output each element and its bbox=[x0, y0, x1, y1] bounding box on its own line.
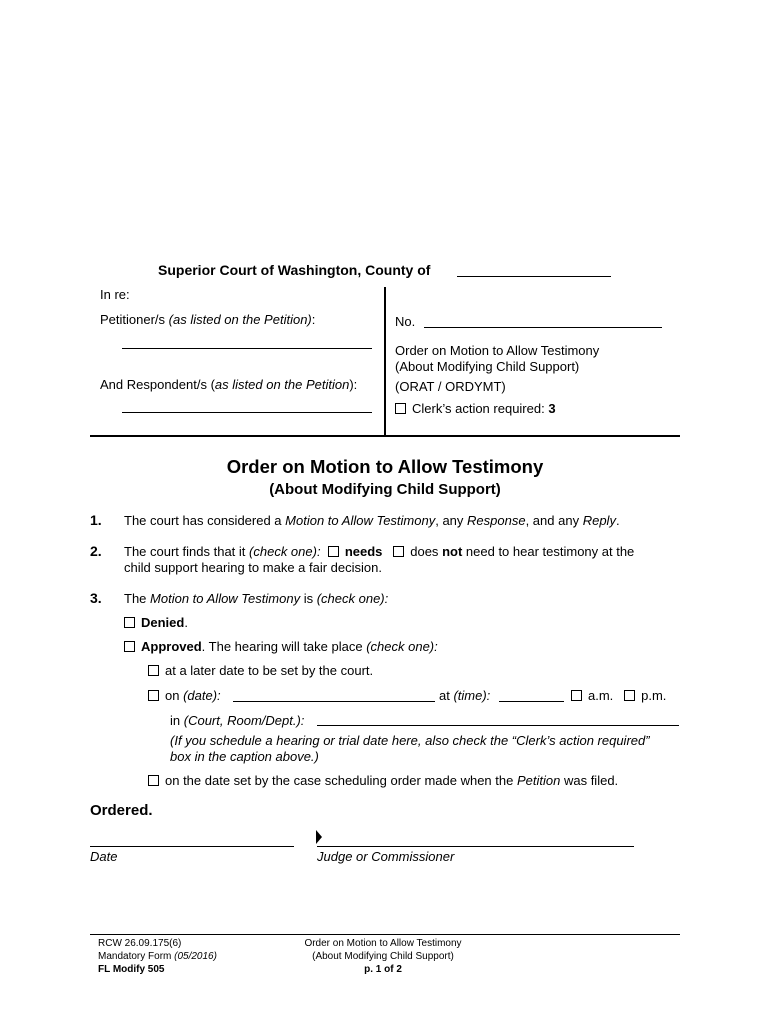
caption-doc-subtitle: (About Modifying Child Support) bbox=[395, 359, 580, 374]
ordered-heading: Ordered. bbox=[90, 802, 153, 819]
date-label: Date bbox=[90, 849, 118, 864]
denied-option: Denied. bbox=[124, 615, 188, 631]
court-heading: Superior Court of Washington, County of bbox=[158, 262, 431, 278]
footer-left: RCW 26.09.175(6) Mandatory Form (05/2016) FL Modify 505 bbox=[98, 938, 217, 975]
item-3-number: 3. bbox=[90, 590, 102, 606]
schedule-note-line2: box in the caption above.) bbox=[170, 749, 319, 764]
clerk-action-checkbox[interactable] bbox=[395, 403, 406, 414]
schedule-note-line1: (If you schedule a hearing or trial date here, also check the “Clerk’s action required” bbox=[170, 733, 650, 748]
in-re-label: In re: bbox=[100, 287, 130, 302]
needs-checkbox[interactable] bbox=[328, 546, 339, 557]
footer-rule bbox=[90, 934, 680, 935]
court-room-field[interactable] bbox=[317, 725, 679, 726]
petitioner-label: Petitioner/s (as listed on the Petition): bbox=[100, 312, 316, 327]
item-2-text: The court finds that it (check one): needs does not need to hear testimony at the bbox=[124, 544, 635, 559]
item-1-number: 1. bbox=[90, 512, 102, 528]
approved-checkbox[interactable] bbox=[124, 641, 135, 652]
caption-doc-title: Order on Motion to Allow Testimony bbox=[395, 343, 600, 358]
clerk-action: Clerk’s action required: 3 bbox=[395, 401, 556, 417]
page-subtitle: (About Modifying Child Support) bbox=[269, 481, 501, 498]
page-number: p. 1 of 2 bbox=[364, 964, 402, 975]
later-date-checkbox[interactable] bbox=[148, 665, 159, 676]
ampm-options: a.m. p.m. bbox=[571, 688, 666, 704]
court-room-label: in (Court, Room/Dept.): bbox=[170, 713, 305, 728]
am-checkbox[interactable] bbox=[571, 690, 582, 701]
at-time-label: at (time): bbox=[439, 688, 491, 703]
case-number-field[interactable] bbox=[424, 327, 662, 328]
caption-divider bbox=[384, 287, 386, 435]
date-field[interactable] bbox=[233, 701, 435, 702]
judge-signature-field[interactable] bbox=[317, 846, 634, 847]
case-number-label: No. bbox=[395, 314, 416, 329]
respondent-label: And Respondent/s (as listed on the Petition): bbox=[100, 377, 358, 392]
later-date-option: at a later date to be set by the court. bbox=[148, 663, 373, 679]
scheduling-order-option: on the date set by the case scheduling order made when the Petition was filed. bbox=[148, 773, 618, 789]
respondent-name-field[interactable] bbox=[122, 412, 372, 413]
item-2-number: 2. bbox=[90, 543, 102, 559]
time-field[interactable] bbox=[499, 701, 564, 702]
pm-checkbox[interactable] bbox=[624, 690, 635, 701]
date-signature-field[interactable] bbox=[90, 846, 294, 847]
judge-label: Judge or Commissioner bbox=[317, 849, 455, 864]
page-title: Order on Motion to Allow Testimony bbox=[226, 456, 544, 477]
approved-option: Approved. The hearing will take place (check one): bbox=[124, 639, 438, 655]
item-2-text-cont: child support hearing to make a fair decision. bbox=[124, 560, 382, 575]
on-date-checkbox[interactable] bbox=[148, 690, 159, 701]
caption-doc-code: (ORAT / ORDYMT) bbox=[395, 379, 506, 394]
caption-bottom-rule bbox=[90, 435, 680, 437]
petitioner-name-field[interactable] bbox=[122, 348, 372, 349]
footer-center: Order on Motion to Allow Testimony (About Modifying Child Support) p. 1 of 2 bbox=[283, 937, 483, 976]
does-not-checkbox[interactable] bbox=[393, 546, 404, 557]
on-date-option: on (date): bbox=[148, 688, 221, 704]
denied-checkbox[interactable] bbox=[124, 617, 135, 628]
item-1-text: The court has considered a Motion to Allow Testimony, any Response, and any Reply. bbox=[124, 513, 620, 528]
county-field[interactable] bbox=[457, 276, 611, 277]
sign-here-arrow-icon bbox=[316, 830, 322, 844]
item-3-text: The Motion to Allow Testimony is (check one): bbox=[124, 591, 389, 606]
scheduling-order-checkbox[interactable] bbox=[148, 775, 159, 786]
